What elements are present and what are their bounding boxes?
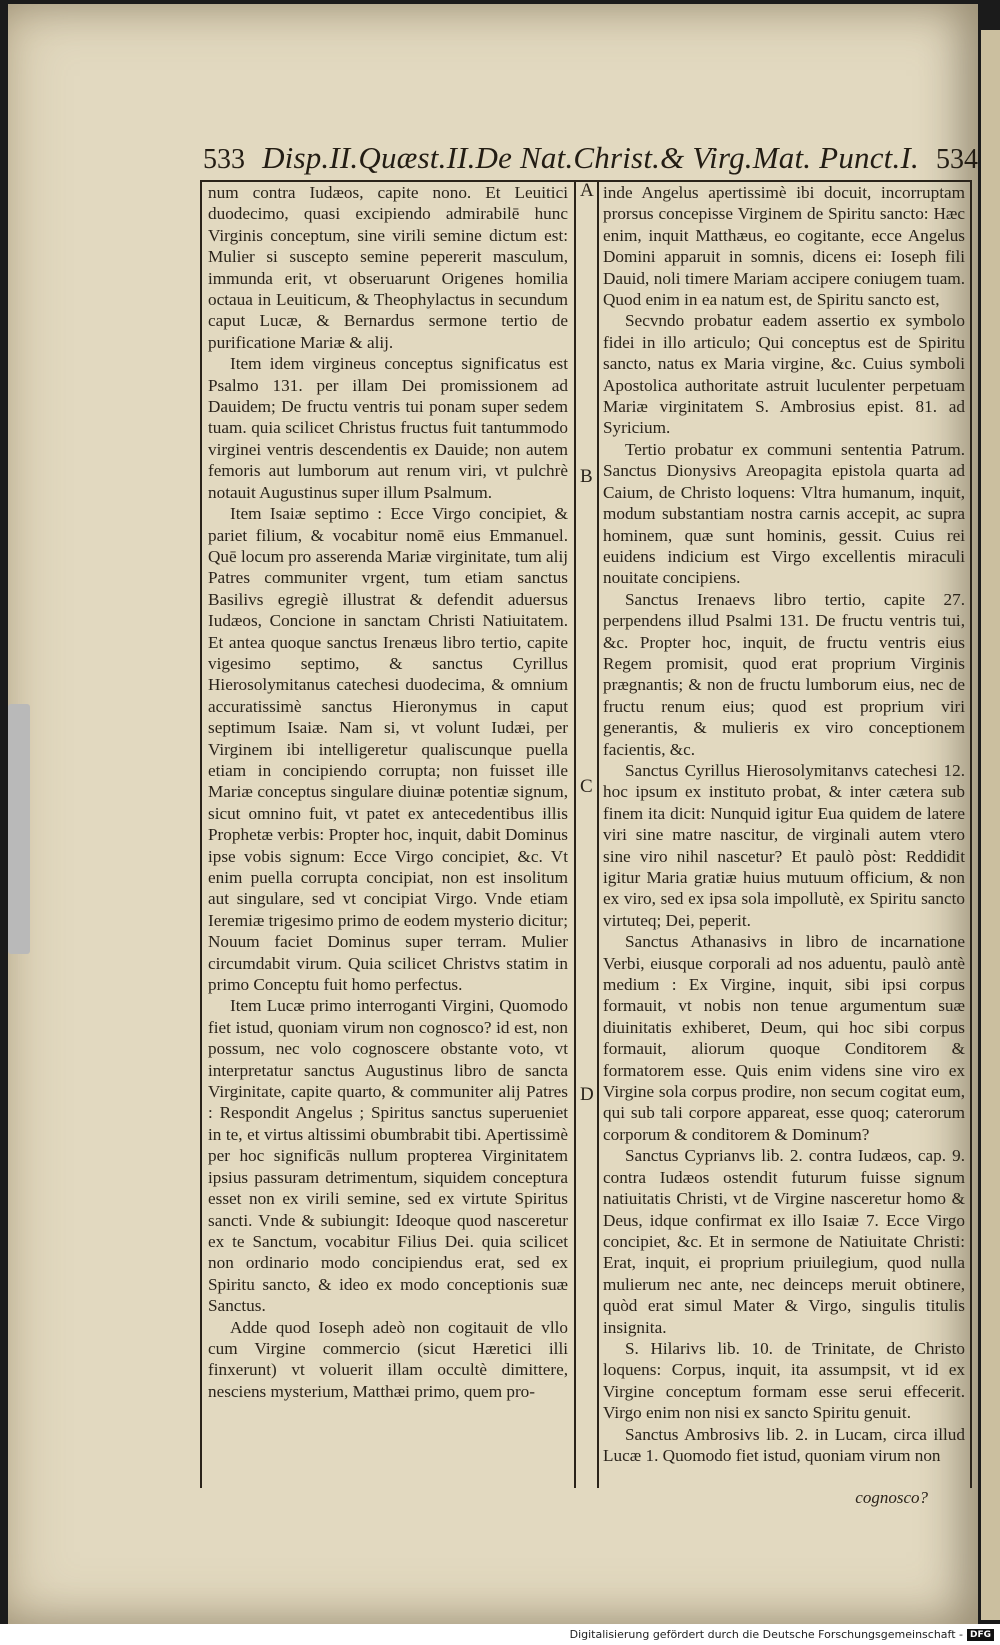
paragraph: Sanctus Cyrillus Hierosolymitanvs catechesi 12. hoc ipsum ex instituto probat, & inter cætera sub finem ita dicit: Nunquid igitur Eua quidem de latere viri sine matre nascitur, de virginali autem vtero sine viro nihil nascetur? Et paulò pòst: Reddidit igitur Maria gratiæ huius mutuum officium, & non ex viro, sed ex ipsa sola impollutè, ex Spiritu sancto virtuteq; Dei, peperit. [603, 760, 965, 930]
margin-marker-d: D [580, 1084, 594, 1105]
right-border-rule [970, 180, 972, 1488]
running-header [203, 140, 978, 180]
paragraph: Item Isaiæ septimo : Ecce Virgo concipiet, & pariet filium, & vocabitur nomē eius Emmanuel. Quē locum pro asserenda Mariæ virginitate, tum alij Patres communiter vrgent, tum etiam sanctus Basilivs egregiè illustrat & defendit aduersus Iudæos, Concione in sanctam Christi Natiuitatem. Et antea quoque sanctus Irenæus libro tertio, capite vigesimo septimo, & sanctus Cyrillus Hierosolymitanus catechesi duodecima, & omnium accuratissimè sanctus Hieronymus in caput septimum Isaiæ. Nam si, vt volunt Iudæi, per Virginem ibi intelligeretur qualiscunque puella etiam in concipiendo corrupta; non fuisset ille Mariæ conceptus singulare diuinæ potentiæ signum, sicut omnino fuit, vt patet ex antecedentibus illis Prophetæ verbis: Propter hoc, inquit, dabit Dominus ipse vobis signum: Ecce Virgo concipiet, &c. Vt enim puella corrupta concipiat, non est insolitum aut singulare, sed vt concipiat Virgo. Vnde etiam Ieremiæ trigesimo primo de eodem mysterio dicitur; Nouum faciet Dominus super terram. Mulier circumdabit virum. Quia scilicet Christvs statim in primo Conceptu fuit homo perfectus. [208, 504, 568, 995]
paragraph: Item idem virgineus conceptus significatus est Psalmo 131. per illam Dei promissionem ad Dauidem; De fructu ventris tui ponam super sedem tuam. quia scilicet Christus fructus fuit tantummodo virginei ventris descendentis ex Dauide; non autem femoris aut lumborum aut renum viri, vt pulchrè notauit Augustinus super illum Psalmum. [208, 354, 568, 502]
dfg-logo: DFG [967, 1629, 994, 1641]
margin-marker-a: A [580, 180, 594, 201]
catchword: cognosco? [855, 1488, 928, 1507]
left-page-number: 533 [203, 144, 245, 175]
right-text-column [603, 182, 965, 1484]
paragraph: Secvndo probatur eadem assertio ex symbolo fidei in illo articulo; Qui conceptus est de Spiritu sancto, natus ex Maria virgine, &c. Cuius symboli Apostolica authoritate astruit luculenter perpetuam Mariæ virginitatem S. Ambrosius epist. 81. ad Syricium. [603, 311, 965, 438]
page-clip [8, 704, 30, 954]
paragraph: Sanctus Athanasivs in libro de incarnatione Verbi, eiusque corporali ad nos aduentu, paulò antè medium : Ex Virgine, inquit, sibi ipsi corpus formauit, vt nobis non tenue argumentum suæ diuinitatis exhiberet, Deum, qui hoc sibi corpus formauit, aliorum quoque Conditorem & formatorem esse. Quis enim videns sine viro ex Virgine sola corpus prodire, non secum cogitat eum, qui sub tali corpore appareat, esse quoq; caterorum corporum & conditorem & Dominum? [603, 932, 965, 1144]
footer-bar [0, 1624, 1000, 1645]
paragraph: num contra Iudæos, capite nono. Et Leuitici duodecimo, quasi excipiendo admirabilē hunc Virginis conceptum, sine virili semine dictum est: Mulier si suscepto semine pepererit masculum, immunda erit, vt obseruarunt Origenes homilia octaua in Leuiticum, & Theophylactus in secundum caput Lucæ, & Bernardus sermone tertio de purificatione Mariæ & alij. [208, 183, 568, 352]
paragraph: Item Lucæ primo interroganti Virgini, Quomodo fiet istud, quoniam virum non cognosco? id est, non possum, nec volo cognoscere obstante voto, vt interpretatur sanctus Augustinus libro de sancta Virginitate, capite quarto, & communiter alij Patres : Respondit Angelus ; Spiritus sanctus superueniet in te, et virtus altissimi obumbrabit tibi. Apertissimè per hoc significās nullum propterea Virginitatem ipsius passuram detrimentum, siquidem conceptura esset non ex virili semine, sed ex virtute Spiritus sancti. Vnde & subiungit: Ideoque quod nasceretur ex te Sanctum, vocabitur Filius Dei. quia scilicet non ordinario modo concipiendus erat, sed ex Spiritu sancto, & ideo ex modo conceptionis suæ Sanctus. [208, 996, 568, 1316]
column-divider-right [597, 180, 599, 1488]
paragraph: Sanctus Cyprianvs lib. 2. contra Iudæos, cap. 9. contra Iudæos ostendit futurum fuisse signum natiuitatis Christi, vt de Virgine nasceretur homo & Deus, idque confirmat ex illo Isaiæ 7. Ecce Virgo concipiet, &c. Et in sermone de Natiuitate Christi: Erat, inquit, ei proprium priuilegium, quod nulla mulierum nec ante, nec deinceps meruit obtinere, quòd erat simul Mater & Virgo, singulis titulis insignita. [603, 1146, 965, 1337]
next-page-edge [981, 30, 1000, 1620]
right-page-number: 534 [935, 144, 978, 175]
paragraph: Tertio probatur ex communi sententia Patrum. Sanctus Dionysivs Areopagita epistola quarta ad Caium, de Christo loquens: Vltra humanum, inquit, modum substantiam nostra carnis accepit, ac supra hominem, quæ sunt hominis, gessit. Cuius rei euidens indicium est Virgo excellentis miraculi nouitate concipiens. [603, 439, 965, 588]
paragraph: S. Hilarivs lib. 10. de Trinitate, de Christo loquens: Corpus, inquit, ita assumpsit, vt id ex Virgine conceptum formam esse serui effecerit. Virgo enim non nisi ex sancto Spiritu genuit. [603, 1338, 965, 1423]
left-border-rule [200, 180, 202, 1488]
paragraph: Adde quod Ioseph adeò non cogitauit de vllo cum Virgine commercio (sicut Hæretici illi finxerunt) vt voluerit illam occultè dimittere, nesciens mysterium, Matthæi primo, quem pro- [208, 1317, 568, 1401]
paragraph: inde Angelus apertissimè ibi docuit, incorruptam prorsus concepisse Virginem de Spiritu sancto: Hæc enim, inquit Matthæus, eo cogitante, ecce Angelus Domini apparuit in somnis, dicens ei: Ioseph fili Dauid, noli timere Mariam accipere coniugem tuam. Quod enim in ea natum est, de Spiritu sancto est, [603, 183, 965, 310]
running-title: Disp.II.Quæst.II.De Nat.Christ.& Virg.Mat. Punct.I. [262, 140, 919, 175]
margin-marker-c: C [580, 776, 593, 797]
left-text-column [208, 182, 568, 1484]
margin-marker-b: B [580, 466, 593, 487]
footer-credit: Digitalisierung gefördert durch die Deutsche Forschungsgemeinschaft - [569, 1628, 963, 1641]
paragraph: Sanctus Ambrosivs lib. 2. in Lucam, circa illud Lucæ 1. Quomodo fiet istud, quoniam virum non [603, 1424, 965, 1465]
book-page [8, 4, 978, 1624]
column-divider-left [574, 180, 576, 1488]
paragraph: Sanctus Irenaevs libro tertio, capite 27. perpendens illud Psalmi 131. De fructu ventris tui, &c. Propter hoc, inquit, de fructu ventris eius Regem promisit, quod erat proprium Virginis prægnantis; & non de fructu lumborum eius, nec de fructu renum eius; quod est proprium viri generantis, & mulieris ex viro conceptionem facientis, &c. [603, 589, 965, 759]
